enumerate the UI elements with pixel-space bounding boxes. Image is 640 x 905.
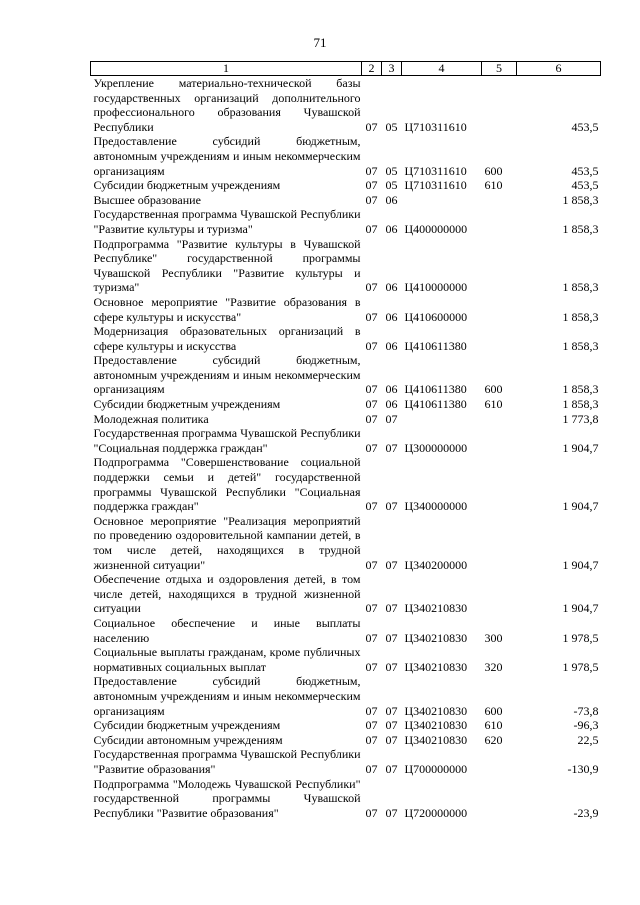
row-expense-type-cell: 600 <box>484 163 503 178</box>
row-name-cell: Государственная программа Чувашской Республики "Развитие образования" <box>93 747 361 776</box>
row-target-article-cell: Ц340210830 <box>404 601 468 616</box>
row-target-article-cell: Ц410611380 <box>404 397 467 412</box>
row-expense-type-cell <box>482 426 517 455</box>
row-subsection-cell: 06 <box>385 280 398 295</box>
row-name-cell: Субсидии бюджетным учреждениям <box>93 718 281 733</box>
row-name-cell: Укрепление материально-технической базы государственных организаций дополнительного профессионального образования Чувашской Республики <box>93 76 361 134</box>
row-amount-cell: 1 858,3 <box>562 382 599 397</box>
row-target-article-cell: Ц400000000 <box>404 221 468 236</box>
header-col-1: 1 <box>91 62 362 76</box>
row-section-cell: 07 <box>365 280 378 295</box>
budget-table <box>90 61 600 820</box>
row-name-cell: Субсидии бюджетным учреждениям <box>93 397 281 412</box>
row-name-cell: Субсидии автономным учреждениям <box>93 732 283 747</box>
row-expense-type-cell: 610 <box>484 397 503 412</box>
table-row <box>91 426 601 455</box>
row-expense-type-cell: 600 <box>484 382 503 397</box>
row-target-article-cell: Ц340210830 <box>404 718 468 733</box>
row-section-cell: 07 <box>365 805 378 820</box>
row-target-article-cell: Ц410600000 <box>404 309 468 324</box>
row-expense-type-cell <box>482 514 517 572</box>
table-row <box>91 324 601 353</box>
row-amount-cell: 1 904,7 <box>562 499 599 514</box>
row-name-cell: Модернизация образовательных организаций в сфере культуры и искусства <box>93 324 361 353</box>
table-row <box>91 295 601 324</box>
table-row <box>91 645 601 674</box>
row-subsection-cell: 05 <box>385 163 398 178</box>
row-amount-cell: 1 858,3 <box>562 221 599 236</box>
row-amount-cell: 1 858,3 <box>562 192 599 207</box>
row-target-article-cell <box>402 193 482 208</box>
row-target-article-cell: Ц340200000 <box>404 557 468 572</box>
row-section-cell: 07 <box>365 221 378 236</box>
row-subsection-cell: 07 <box>385 630 398 645</box>
row-section-cell: 07 <box>365 732 378 747</box>
row-amount-cell: 1 858,3 <box>562 397 599 412</box>
row-name-cell: Молодежная политика <box>93 411 209 426</box>
row-expense-type-cell <box>482 295 517 324</box>
row-expense-type-cell <box>482 455 517 513</box>
row-target-article-cell: Ц340210830 <box>404 659 468 674</box>
row-expense-type-cell: 620 <box>484 732 503 747</box>
row-amount-cell: 453,5 <box>571 163 599 178</box>
table-row <box>91 353 601 397</box>
page-number: 71 <box>313 35 327 50</box>
row-name-cell: Подпрограмма "Совершенствование социальной поддержки семьи и детей" государственной программы Чувашской Республики "Социальная поддержка граждан" <box>93 455 361 514</box>
row-section-cell: 07 <box>365 718 378 733</box>
table-body <box>91 76 601 821</box>
table-row <box>91 616 601 645</box>
row-name-cell: Предоставление субсидий бюджетным, автономным учреждениям и иным некоммерческим организациям <box>93 353 361 397</box>
row-target-article-cell: Ц340210830 <box>404 732 468 747</box>
row-subsection-cell: 06 <box>385 192 398 207</box>
table-row <box>91 777 601 821</box>
row-subsection-cell: 07 <box>385 732 398 747</box>
row-expense-type-cell: 300 <box>484 630 503 645</box>
row-name-cell: Обеспечение отдыха и оздоровления детей, в том числе детей, находящихся в трудной жизненной ситуации <box>93 572 361 616</box>
row-target-article-cell: Ц410000000 <box>404 280 468 295</box>
row-section-cell: 07 <box>365 659 378 674</box>
row-section-cell: 07 <box>365 761 378 776</box>
row-section-cell: 07 <box>365 119 378 134</box>
table-row <box>91 134 601 178</box>
row-subsection-cell: 07 <box>385 557 398 572</box>
row-amount-cell: 1 978,5 <box>562 630 599 645</box>
row-expense-type-cell: 610 <box>484 178 503 193</box>
row-amount-cell: 1 858,3 <box>562 280 599 295</box>
table-row <box>91 397 601 412</box>
row-section-cell: 07 <box>365 163 378 178</box>
table-row <box>91 747 601 776</box>
row-amount-cell: -130,9 <box>567 761 599 776</box>
row-amount-cell: -73,8 <box>573 703 599 718</box>
row-amount-cell: 1 904,7 <box>562 557 599 572</box>
header-col-3: 3 <box>382 62 402 76</box>
row-target-article-cell: Ц710311610 <box>404 178 467 193</box>
row-expense-type-cell: 610 <box>484 718 503 733</box>
row-target-article-cell: Ц410611380 <box>404 338 467 353</box>
row-expense-type-cell <box>482 412 517 427</box>
row-expense-type-cell <box>482 777 517 821</box>
table-row <box>91 76 601 135</box>
row-name-cell: Социальные выплаты гражданам, кроме публичных нормативных социальных выплат <box>93 645 361 674</box>
row-expense-type-cell: 320 <box>484 659 503 674</box>
row-subsection-cell: 07 <box>385 805 398 820</box>
row-subsection-cell: 05 <box>385 119 398 134</box>
table-row <box>91 178 601 193</box>
row-target-article-cell: Ц300000000 <box>404 440 468 455</box>
table-row <box>91 733 601 748</box>
table-row <box>91 237 601 295</box>
row-target-article-cell: Ц340000000 <box>404 499 468 514</box>
header-col-4: 4 <box>402 62 482 76</box>
row-expense-type-cell <box>482 324 517 353</box>
row-section-cell: 07 <box>365 601 378 616</box>
row-section-cell: 07 <box>365 499 378 514</box>
row-name-cell: Государственная программа Чувашской Республики "Социальная поддержка граждан" <box>93 426 361 455</box>
row-name-cell: Высшее образование <box>93 192 201 207</box>
row-section-cell: 07 <box>365 557 378 572</box>
row-section-cell: 07 <box>365 338 378 353</box>
row-name-cell: Основное мероприятие "Реализация мероприятий по проведению оздоровительной кампании детей, в том числе детей, находящихся в трудной жизненной ситуации" <box>93 513 361 572</box>
row-target-article-cell: Ц340210830 <box>404 630 468 645</box>
table-row <box>91 514 601 572</box>
row-section-cell: 07 <box>365 192 378 207</box>
row-subsection-cell: 07 <box>385 703 398 718</box>
row-name-cell: Предоставление субсидий бюджетным, автономным учреждениям и иным некоммерческим организациям <box>93 674 361 718</box>
row-amount-cell: 1 858,3 <box>562 309 599 324</box>
row-name-cell: Подпрограмма "Молодежь Чувашской Республики" государственной программы Чувашской Республики "Развитие образования" <box>93 776 361 820</box>
row-section-cell: 07 <box>365 397 378 412</box>
row-name-cell: Социальное обеспечение и иные выплаты населению <box>93 615 361 645</box>
row-amount-cell: 1 858,3 <box>562 338 599 353</box>
row-section-cell: 07 <box>365 440 378 455</box>
row-section-cell: 07 <box>365 309 378 324</box>
row-expense-type-cell <box>482 193 517 208</box>
row-subsection-cell: 07 <box>385 659 398 674</box>
row-name-cell: Предоставление субсидий бюджетным, автономным учреждениям и иным некоммерческим организациям <box>93 134 361 178</box>
row-target-article-cell <box>402 412 482 427</box>
row-expense-type-cell <box>482 747 517 776</box>
row-subsection-cell: 06 <box>385 309 398 324</box>
row-section-cell: 07 <box>365 178 378 193</box>
row-name-cell: Основное мероприятие "Развитие образования в сфере культуры и искусства" <box>93 294 361 324</box>
row-amount-cell: 1 978,5 <box>562 659 599 674</box>
row-amount-cell: 453,5 <box>571 119 599 134</box>
table-row <box>91 674 601 718</box>
row-subsection-cell: 06 <box>385 338 398 353</box>
row-amount-cell: 1 773,8 <box>562 411 599 426</box>
row-name-cell: Государственная программа Чувашской Республики "Развитие культуры и туризма" <box>93 207 361 236</box>
table-row <box>91 412 601 427</box>
row-target-article-cell: Ц700000000 <box>404 761 468 776</box>
row-amount-cell: 22,5 <box>577 732 599 747</box>
row-target-article-cell: Ц720000000 <box>404 805 468 820</box>
table-row <box>91 718 601 733</box>
row-amount-cell: -96,3 <box>573 718 599 733</box>
row-expense-type-cell <box>482 572 517 616</box>
table-row <box>91 193 601 208</box>
row-amount-cell: 1 904,7 <box>562 601 599 616</box>
row-subsection-cell: 07 <box>385 411 398 426</box>
row-name-cell: Подпрограмма "Развитие культуры в Чувашской Республике" государственной программы Чувашской Республики "Развитие культуры и туризма" <box>93 236 361 295</box>
row-expense-type-cell <box>482 237 517 295</box>
row-amount-cell: 1 904,7 <box>562 440 599 455</box>
row-subsection-cell: 06 <box>385 221 398 236</box>
row-expense-type-cell <box>482 76 517 135</box>
row-section-cell: 07 <box>365 703 378 718</box>
table-row <box>91 207 601 236</box>
row-subsection-cell: 05 <box>385 178 398 193</box>
header-col-2: 2 <box>362 62 382 76</box>
row-expense-type-cell: 600 <box>484 703 503 718</box>
row-name-cell: Субсидии бюджетным учреждениям <box>93 178 281 193</box>
row-subsection-cell: 07 <box>385 499 398 514</box>
row-subsection-cell: 07 <box>385 761 398 776</box>
row-section-cell: 07 <box>365 630 378 645</box>
row-amount-cell: 453,5 <box>571 178 599 193</box>
row-subsection-cell: 07 <box>385 601 398 616</box>
row-target-article-cell: Ц340210830 <box>404 703 468 718</box>
table-header-row <box>91 62 601 76</box>
row-subsection-cell: 07 <box>385 718 398 733</box>
table-row <box>91 572 601 616</box>
row-subsection-cell: 07 <box>385 440 398 455</box>
row-target-article-cell: Ц710311610 <box>404 119 467 134</box>
table-row <box>91 455 601 513</box>
row-target-article-cell: Ц410611380 <box>404 382 467 397</box>
row-subsection-cell: 06 <box>385 397 398 412</box>
row-expense-type-cell <box>482 207 517 236</box>
row-section-cell: 07 <box>365 411 378 426</box>
row-subsection-cell: 06 <box>385 382 398 397</box>
row-target-article-cell: Ц710311610 <box>404 163 467 178</box>
header-col-5: 5 <box>482 62 517 76</box>
row-section-cell: 07 <box>365 382 378 397</box>
header-col-6: 6 <box>517 62 601 76</box>
row-amount-cell: -23,9 <box>573 805 599 820</box>
